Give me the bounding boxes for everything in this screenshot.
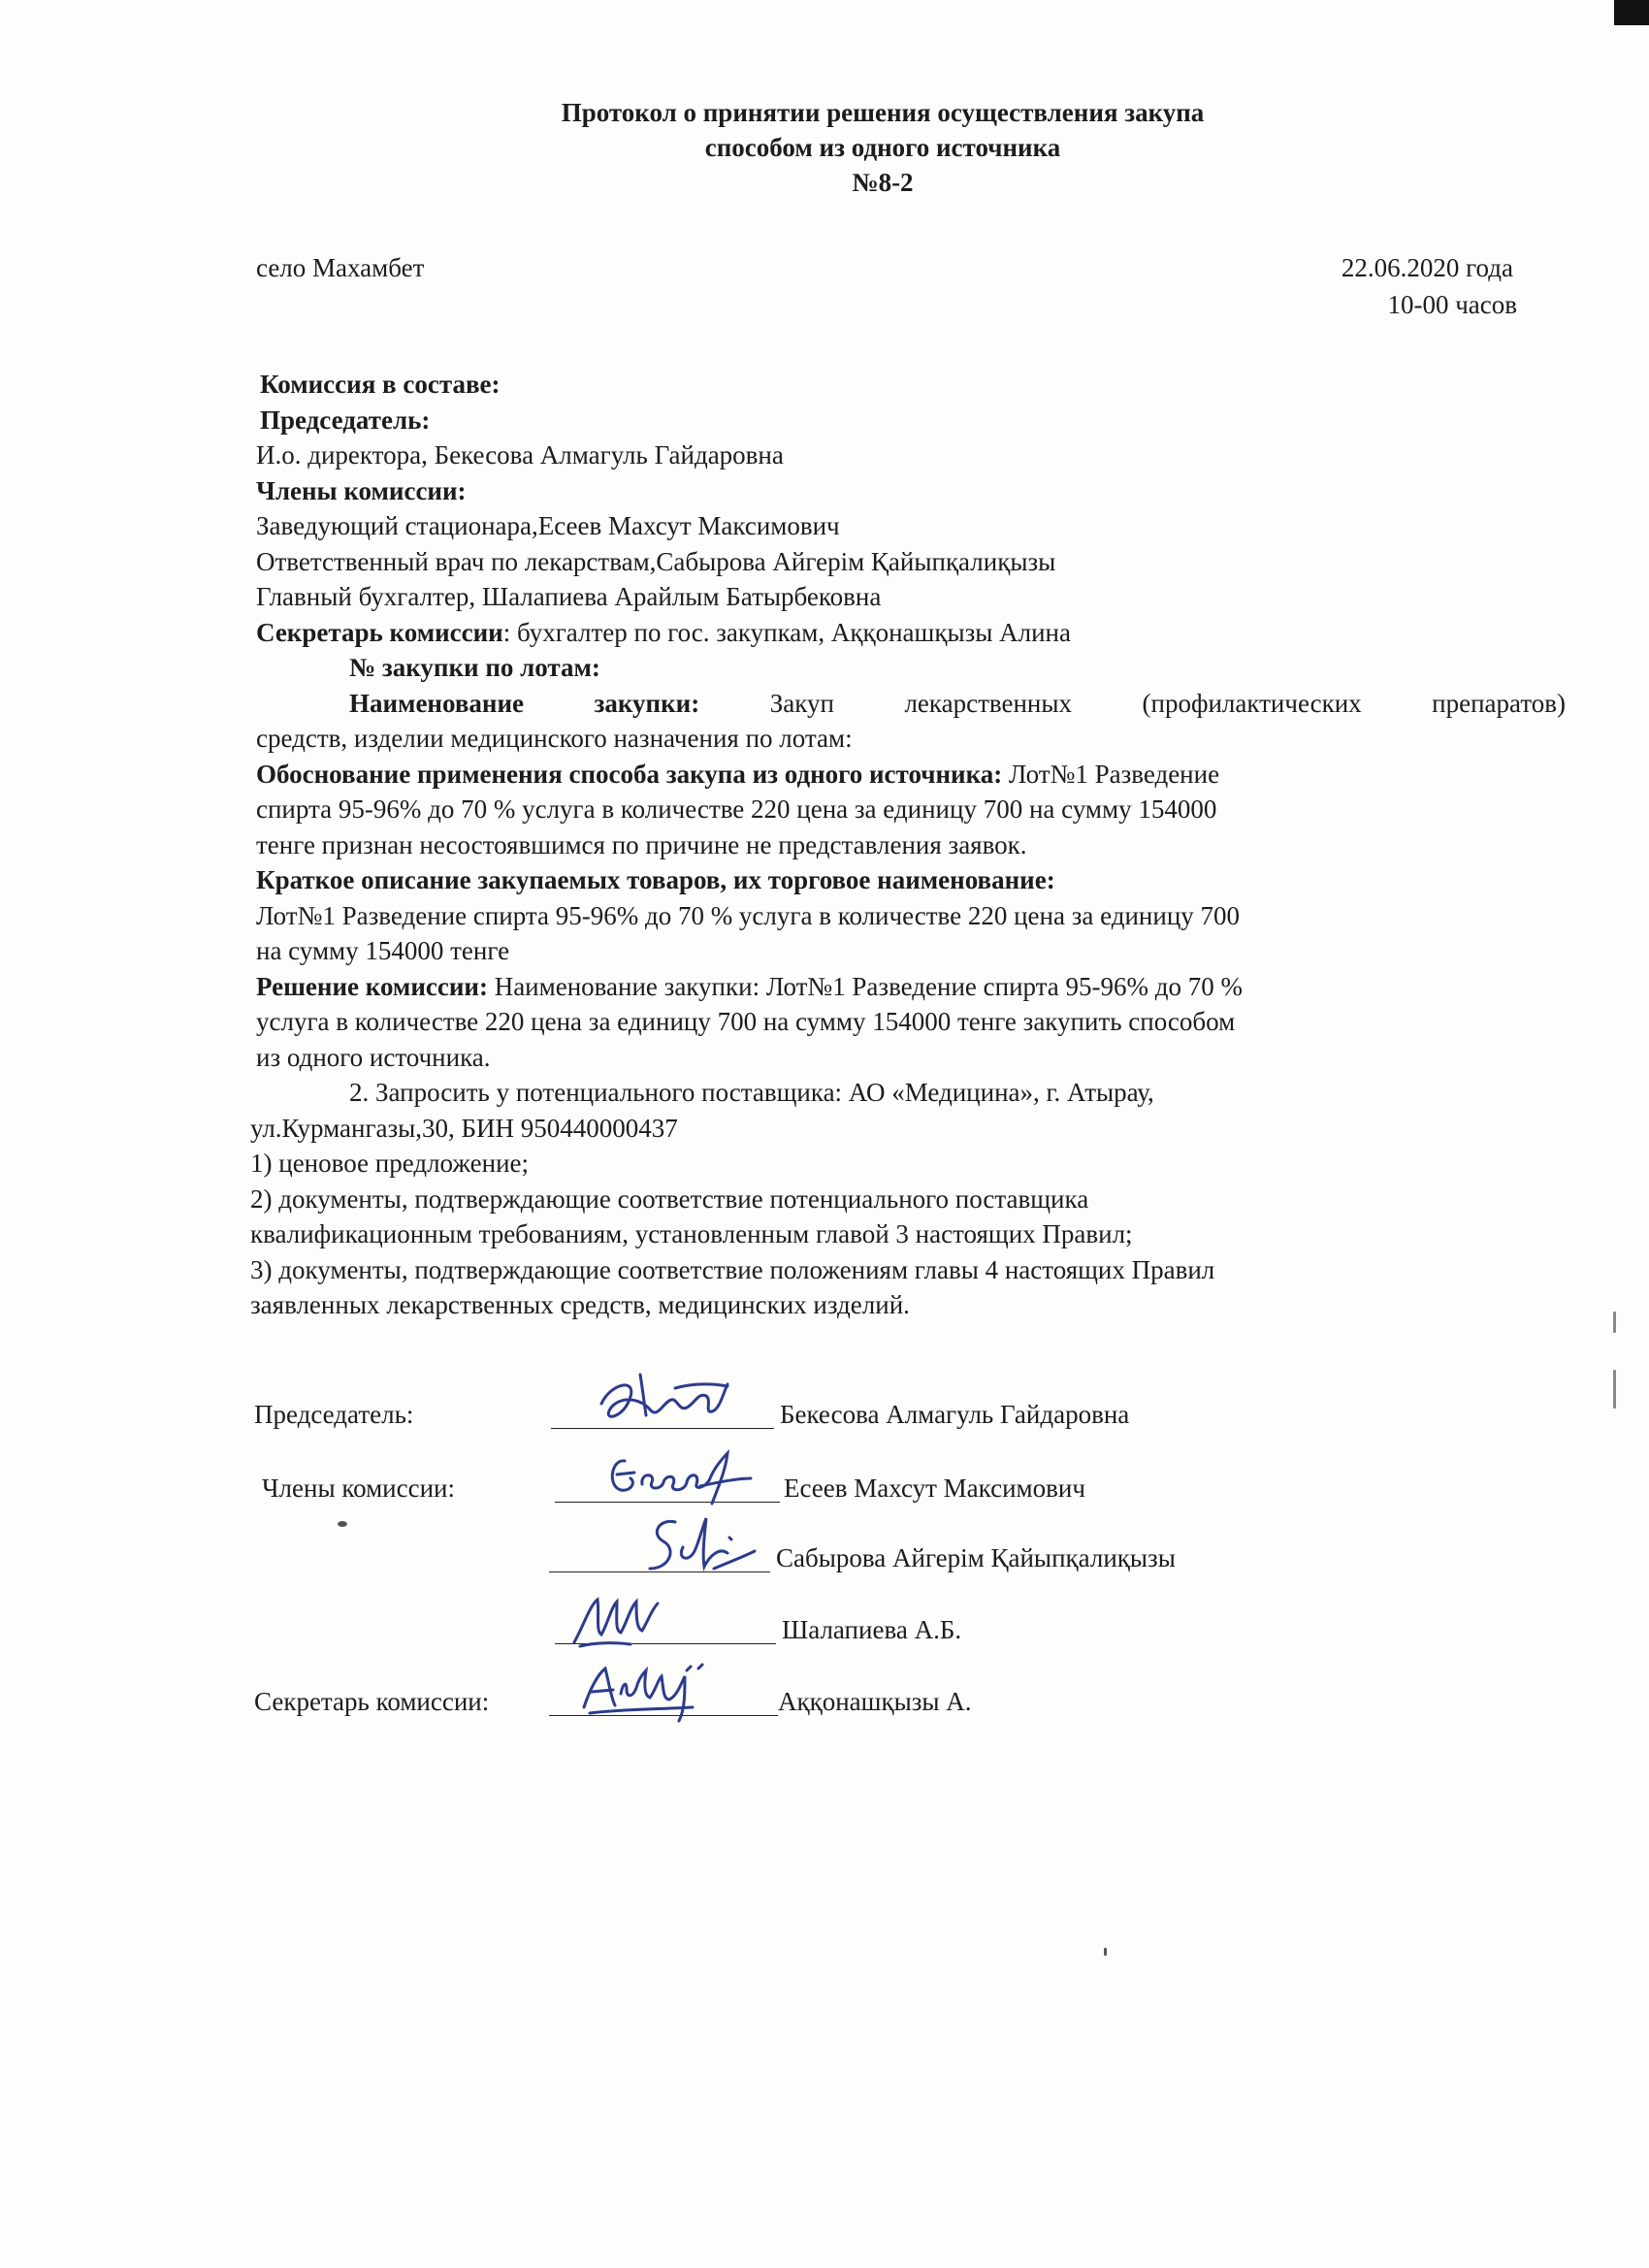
justification-label: Обоснование применения способа закупа из одного источника: — [256, 759, 1003, 789]
description-line-2: на сумму 154000 тенге — [256, 936, 510, 965]
justification-text: Лот№1 Разведение — [1002, 759, 1220, 789]
scan-speck — [1613, 1312, 1616, 1333]
sig-secretary-name: Аққонашқызы А. — [778, 1687, 972, 1716]
decision-text: Наименование закупки: Лот№1 Разведение спирта 95-96% до 70 % — [487, 971, 1243, 1001]
procurement-name-text: Закуп лекарственных (профилактических препаратов) — [769, 688, 1567, 718]
chair-label: Председатель: — [260, 405, 431, 435]
title-line-1: Протокол о принятии решения осуществления закупа — [561, 98, 1205, 127]
document-body — [250, 367, 1567, 1323]
request-item-3: 3) документы, подтверждающие соответствие положениям главы 4 настоящих Правил — [250, 1254, 1215, 1284]
member1-signature — [592, 1443, 766, 1511]
sig-member1-name: Есеев Махсут Максимович — [784, 1474, 1085, 1503]
secretary-text: : бухгалтер по гос. закупкам, Аққонашқызы Алина — [502, 617, 1071, 647]
member-2: Ответственный врач по лекарствам,Сабырова Айгерім Қайыпқалиқызы — [256, 546, 1056, 576]
secretary-line — [256, 615, 1566, 651]
request-item-2-cont: квалификационным требованиям, установленным главой 3 настоящих Правил; — [250, 1219, 1133, 1248]
decision-label: Решение комиссии: — [256, 971, 488, 1001]
place: село Махамбет — [256, 253, 425, 282]
sig-secretary-label: Секретарь комиссии: — [254, 1687, 490, 1716]
procurement-name-line-2: средств, изделии медицинского назначения по лотам: — [256, 724, 853, 753]
member2-signature — [621, 1508, 766, 1586]
chair-signature — [582, 1363, 757, 1441]
request-item-2: 2) документы, подтверждающие соответствие потенциального поставщика — [250, 1183, 1089, 1214]
lot-heading: № закупки по лотам: — [349, 653, 600, 682]
description-line-1: Лот№1 Разведение спирта 95-96% до 70 % услуга в количестве 220 цена за единицу 700 — [256, 900, 1241, 930]
document-title — [0, 95, 1649, 200]
decision-line-2: услуга в количестве 220 цена за единицу 700 на сумму 154000 тенге закупить способом — [256, 1007, 1236, 1036]
secretary-signature — [570, 1651, 745, 1729]
justification-line-3: тенге признан несостоявшимся по причине не представления заявок. — [256, 829, 1027, 859]
request-item-1: 1) ценовое предложение; — [250, 1149, 530, 1178]
scan-corner-mark — [1614, 0, 1649, 25]
members-label: Члены комиссии: — [256, 475, 467, 505]
justification-line-2: спирта 95-96% до 70 % услуга в количестве 220 цена за единицу 700 на сумму 154000 — [256, 794, 1217, 824]
title-line-3: №8-2 — [852, 168, 914, 197]
scan-speck — [1104, 1948, 1107, 1956]
procurement-name-line-1 — [256, 686, 1566, 722]
sig-member3-name: Шалапиева А.Б. — [782, 1615, 962, 1644]
scan-speck — [1613, 1370, 1616, 1409]
sig-member2-name: Сабырова Айгерім Қайыпқалиқызы — [776, 1543, 1176, 1572]
title-line-2: способом из одного источника — [704, 133, 1061, 162]
commission-heading: Комиссия в составе: — [260, 370, 501, 399]
request-line-1: 2. Запросить у потенциального поставщика: АО «Медицина», г. Атырау, — [349, 1078, 1154, 1107]
decision-line-3: из одного источника. — [256, 1042, 491, 1072]
request-item-3-cont: заявленных лекарственных средств, медицинских изделий. — [250, 1290, 910, 1319]
member-3: Главный бухгалтер, Шалапиева Арайлым Батырбековна — [256, 582, 882, 611]
sig-members-label: Члены комиссии: — [262, 1474, 455, 1503]
time: 10-00 часов — [1387, 290, 1517, 319]
procurement-name-label: Наименование закупки: — [349, 688, 700, 718]
sig-chair-label: Председатель: — [254, 1400, 414, 1429]
member-1: Заведующий стационара,Есеев Махсут Максимович — [256, 511, 840, 540]
scan-speck — [338, 1521, 347, 1527]
justification-line-1 — [256, 757, 1566, 793]
secretary-label: Секретарь комиссии — [256, 617, 503, 647]
description-label: Краткое описание закупаемых товаров, их торговое наименование: — [256, 865, 1055, 894]
date: 22.06.2020 года — [1341, 253, 1513, 282]
decision-line-1 — [256, 969, 1566, 1005]
request-line-2: ул.Курмангазы,30, БИН 950440000437 — [250, 1113, 678, 1143]
member3-signature — [561, 1586, 677, 1654]
chair-text: И.о. директора, Бекесова Алмагуль Гайдаровна — [256, 440, 784, 470]
sig-chair-name: Бекесова Алмагуль Гайдаровна — [780, 1400, 1130, 1429]
